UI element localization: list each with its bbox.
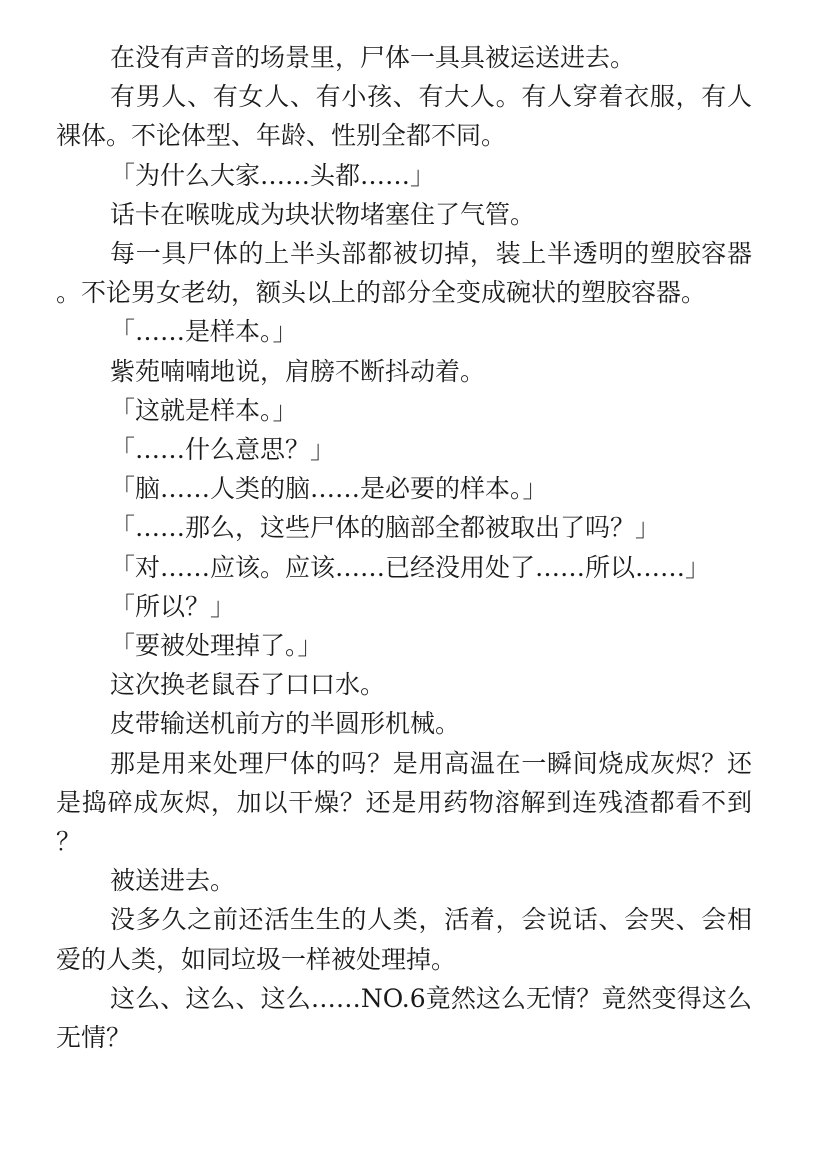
paragraph: 在没有声音的场景里，尸体一具具被运送进去。 — [110, 43, 636, 72]
paragraph: 「……那么，这些尸体的脑部全都被取出了吗？」 — [110, 513, 661, 543]
paragraph: 「……什么意思？」 — [110, 435, 336, 465]
paragraph: 「……是样本。」 — [110, 317, 298, 347]
paragraph: 每一具尸体的上半头部都被切掉，装上半透明的塑胶容器。不论男女老幼，额头以上的部分全变成碗状的塑胶容器。 — [56, 239, 752, 308]
paragraph: 紫苑喃喃地说，肩膀不断抖动着。 — [110, 356, 486, 386]
paragraph: 「这就是样本。」 — [110, 395, 298, 425]
paragraph: 「要被处理掉了。」 — [110, 631, 323, 661]
paragraph: 这次换老鼠吞了口口水。 — [110, 670, 386, 700]
paragraph: 被送进去。 — [110, 866, 236, 896]
paragraph: 「对……应该。应该……已经没用处了……所以……」 — [110, 552, 711, 582]
paragraph: 没多久之前还活生生的人类，活着，会说话、会哭、会相爱的人类，如同垃圾一样被处理掉。 — [56, 905, 752, 974]
paragraph: 「为什么大家……头都……」 — [110, 160, 436, 190]
paragraph: 那是用来处理尸体的吗？是用高温在一瞬间烧成灰烬？还是捣碎成灰烬，加以干燥？还是用药物溶解到连残渣都看不到？ — [56, 748, 752, 857]
paragraph: 「脑……人类的脑……是必要的样本。」 — [110, 474, 548, 504]
paragraph: 话卡在喉咙成为块状物堵塞住了气管。 — [110, 199, 536, 229]
page-body — [56, 38, 752, 1057]
paragraph: 这么、这么、这么……NO.6竟然这么无情？竟然变得这么无情？ — [56, 983, 752, 1053]
paragraph: 「所以？」 — [110, 591, 236, 621]
paragraph: 皮带输送机前方的半圆形机械。 — [110, 709, 461, 739]
paragraph: 有男人、有女人、有小孩、有大人。有人穿着衣服，有人裸体。不论体型、年龄、性别全都不同。 — [56, 82, 752, 151]
